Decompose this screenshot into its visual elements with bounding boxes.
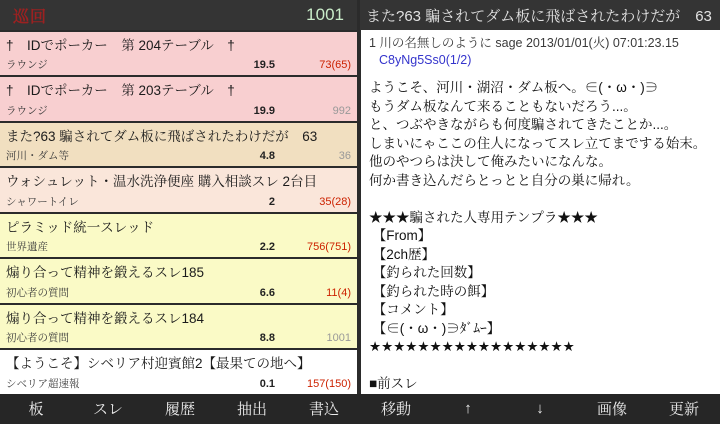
thread-list	[0, 30, 357, 394]
thread-row-subline	[6, 103, 351, 118]
top-bars	[0, 0, 720, 30]
thread-res-count: 36	[338, 150, 351, 163]
post-line: ■前スレ	[369, 376, 418, 391]
post-line: 何か書き込んだらとっとと自分の巣に帰れ。	[369, 172, 640, 188]
thread-row-title: † IDでポーカー 第 204テーブル †	[6, 38, 235, 53]
move-button[interactable]: 移動	[380, 401, 411, 418]
thread-row-title: また?63 騙されてダム板に飛ばされたわけだが 63	[6, 128, 318, 144]
post-line: 【コメント】	[369, 302, 454, 317]
post-line: もうダム板なんて来ることもないだろう...。	[369, 98, 637, 114]
write-button[interactable]: 書込	[308, 401, 339, 418]
post-line: 【釣られた回数】	[369, 265, 481, 280]
thread-row[interactable]	[0, 123, 357, 166]
post-line	[369, 190, 712, 209]
thread-row-subline	[6, 57, 351, 72]
thread-speed: 19.9	[253, 104, 275, 117]
post-line: ★★★騙された人専用テンプラ★★★	[369, 209, 598, 225]
thread-row-subline	[6, 285, 351, 300]
post-header	[369, 35, 712, 69]
post-line: 他のやつらは決して俺みたいになんな。	[369, 154, 612, 169]
thread-row-subline	[6, 148, 351, 163]
thread-res-count: 11(4)	[326, 286, 351, 299]
post-id[interactable]: C8yNg5Ss0(1/2)	[379, 53, 472, 67]
post-body	[369, 79, 712, 394]
thread-row-title: ウォシュレット・温水洗浄便座 購入相談スレ 2台目	[6, 174, 318, 190]
thread-speed: 0.1	[259, 377, 275, 390]
post-line: しまいにゃここの住人になってスレ立てまでする始末。	[369, 135, 707, 151]
board-name: 河川・ダム等	[6, 150, 69, 163]
scroll-up-button[interactable]: ↑	[464, 400, 472, 417]
thread-row[interactable]	[0, 350, 357, 393]
post-line: 【2ch歴】	[369, 246, 436, 262]
board-name: 初心者の質問	[6, 286, 69, 299]
thread-speed: 8.8	[259, 332, 275, 345]
thread-res-count: 35(28)	[319, 195, 351, 208]
thread-row[interactable]	[0, 168, 357, 211]
board-name: 世界遺産	[6, 241, 48, 254]
thread-speed: 19.5	[253, 59, 275, 72]
post-line: ようこそ、河川・湖沼・ダム板へ。∈(・ω・)∋	[369, 80, 659, 95]
thread-speed: 6.6	[259, 286, 275, 299]
board-name: 初心者の質問	[6, 332, 69, 345]
scroll-down-button[interactable]: ↓	[536, 400, 544, 417]
post-line: 【From】	[369, 228, 432, 243]
post-line	[369, 357, 712, 376]
history-button[interactable]: 履歴	[164, 401, 195, 418]
board-name: シャワートイレ	[6, 195, 79, 208]
post-line: 【釣られた時の餌】	[369, 283, 495, 299]
thread-row-subline	[6, 330, 351, 345]
thread-row[interactable]	[0, 214, 357, 257]
thread-row-subline	[6, 376, 351, 391]
post-meta-line: 1 川の名無しのように sage 2013/01/01(火) 07:01:23.15	[369, 36, 679, 50]
thread-row-subline	[6, 239, 351, 254]
board-name: ラウンジ	[6, 59, 48, 72]
thread-res-count: 992	[332, 104, 351, 117]
thread-row[interactable]	[0, 77, 357, 120]
patrol-button[interactable]: 巡回	[13, 8, 48, 26]
thread-row[interactable]	[0, 259, 357, 302]
thread-row-title: † IDでポーカー 第 203テーブル †	[6, 83, 235, 99]
thread-speed: 2.2	[259, 241, 275, 254]
bottom-toolbar	[0, 394, 720, 424]
extract-button[interactable]: 抽出	[236, 401, 267, 418]
thread-res-count: 1001	[326, 332, 351, 345]
new-post-count: 1001	[306, 5, 344, 24]
thread-row-title: 【ようこそ】シベリア村迎賓館2【最果ての地へ】	[6, 356, 311, 372]
thread-list-header	[0, 0, 357, 30]
board-name: ラウンジ	[6, 104, 48, 117]
thread-res-count: 756(751)	[306, 241, 351, 254]
thread-speed: 2	[268, 195, 275, 208]
thread-view[interactable]	[357, 30, 720, 394]
thread-view-header	[357, 0, 720, 30]
refresh-button[interactable]: 更新	[668, 401, 699, 418]
thread-row[interactable]	[0, 32, 357, 75]
post-line: 【∈(・ω・)∋ﾀﾞﾑｰ】	[369, 320, 501, 336]
thread-row-title: 煽り合って精神を鍛えるスレ184	[6, 310, 205, 326]
image-button[interactable]: 画像	[596, 401, 627, 418]
main-area	[0, 30, 720, 394]
thread-speed: 4.8	[259, 150, 275, 163]
thread-row-title: 煽り合って精神を鍛えるスレ185	[6, 265, 205, 281]
post-line: と、つぶやきながらも何度騙されてきたことか...。	[369, 117, 678, 132]
post-line: ★★★★★★★★★★★★★★★★★	[369, 339, 575, 354]
thread-button[interactable]: スレ	[92, 401, 123, 418]
board-button[interactable]: 板	[28, 401, 44, 418]
thread-row-title: ピラミッド統一スレッド	[6, 219, 155, 235]
board-name: シベリア超速報	[6, 377, 80, 390]
thread-res-count: 157(150)	[306, 377, 351, 390]
current-thread-title: また?63 騙されてダム板に飛ばされたわけだが 63	[366, 7, 712, 25]
thread-row-subline	[6, 194, 351, 209]
thread-row[interactable]	[0, 305, 357, 348]
thread-res-count: 73(65)	[319, 59, 351, 72]
